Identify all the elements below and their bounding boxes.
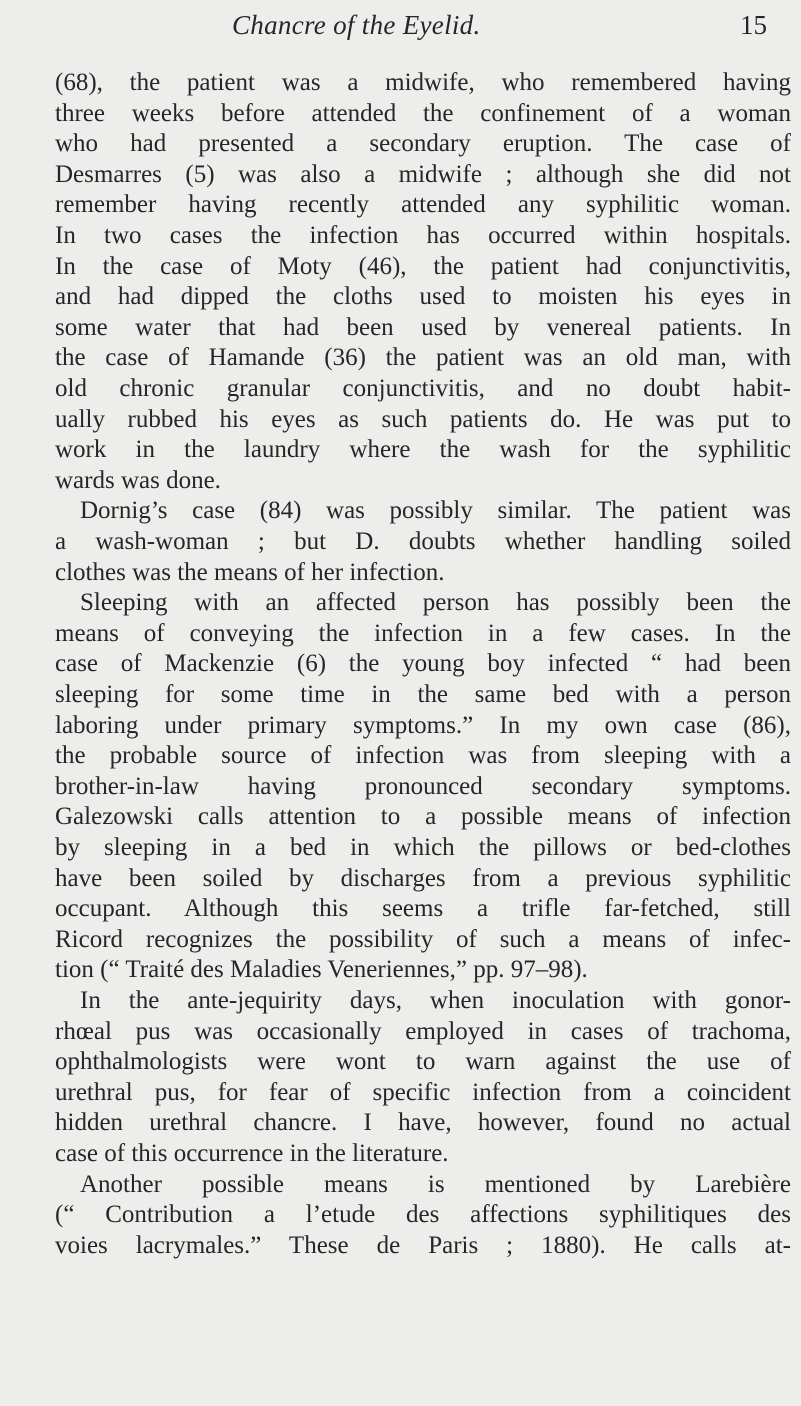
text-line: (68), the patient was a midwife, who remembered having: [55, 69, 791, 96]
text-line: Another possible means is mentioned by Larebière: [80, 1170, 791, 1198]
text-line: case of this occurrence in the literature.: [55, 1140, 449, 1167]
text-line: means of conveying the infection in a few cases. In the: [55, 619, 791, 647]
text-line: the probable source of infection was from sleeping with a: [55, 742, 791, 770]
text-line: Ricord recognizes the possibility of such a means of infec-: [55, 925, 791, 953]
text-line: ually rubbed his eyes as such patients do. He was put to: [55, 405, 791, 433]
text-line: In two cases the infection has occurred within hospitals.: [55, 222, 791, 249]
text-line: In the case of Moty (46), the patient had conjunctivitis,: [55, 252, 791, 280]
text-line: Galezowski calls attention to a possible means of infection: [55, 803, 791, 831]
text-line: tion (“ Traité des Maladies Veneriennes,” pp. 97–98).: [55, 956, 588, 984]
text-line: laboring under primary symptoms.” In my own case (86),: [55, 711, 791, 739]
text-line: the case of Hamande (36) the patient was an old man, with: [55, 344, 791, 372]
running-title: Chancre of the Eyelid.: [232, 10, 481, 40]
text-line: (“ Contribution a l’etude des affections syphilitiques des: [55, 1201, 791, 1229]
text-line: remember having recently attended any syphilitic woman.: [55, 191, 791, 219]
text-line: have been soiled by discharges from a previous syphilitic: [55, 864, 791, 892]
page-number: 15: [740, 10, 767, 40]
text-line: and had dipped the cloths used to moisten his eyes in: [55, 283, 791, 311]
text-line: old chronic granular conjunctivitis, and no doubt habit-: [55, 375, 791, 402]
text-line: clothes was the means of her infection.: [55, 558, 445, 586]
text-line: rhœal pus was occasionally employed in cases of trachoma,: [55, 1017, 791, 1045]
text-line: by sleeping in a bed in which the pillows or bed-clothes: [55, 834, 791, 861]
text-line: three weeks before attended the confinement of a woman: [55, 99, 791, 127]
text-line: Sleeping with an affected person has possibly been the: [80, 589, 791, 617]
text-line: urethral pus, for fear of specific infection from a coincident: [55, 1078, 791, 1106]
text-line: hidden urethral chancre. I have, however, found no actual: [55, 1109, 791, 1137]
text-line: who had presented a secondary eruption. The case of: [55, 130, 791, 158]
text-line: a wash-woman ; but D. doubts whether handling soiled: [55, 528, 791, 555]
text-line: Desmarres (5) was also a midwife ; although she did not: [55, 160, 791, 188]
text-line: brother-in-law having pronounced secondary symptoms.: [55, 772, 791, 800]
text-line: In the ante-jequirity days, when inoculation with gonor-: [80, 987, 791, 1014]
text-line: some water that had been used by venereal patients. In: [55, 313, 791, 341]
text-line: wards was done.: [55, 466, 221, 494]
text-line: work in the laundry where the wash for the syphilitic: [55, 436, 791, 464]
page-header: [0, 10, 801, 50]
text-line: case of Mackenzie (6) the young boy infected “ had been: [55, 650, 791, 678]
text-line: ophthalmologists were wont to warn against the use of: [55, 1048, 791, 1076]
text-line: occupant. Although this seems a trifle far-fetched, still: [55, 895, 791, 923]
text-line: Dornig’s case (84) was possibly similar. The patient was: [80, 497, 791, 525]
text-line: sleeping for some time in the same bed with a person: [55, 681, 791, 708]
text-line: voies lacrymales.” These de Paris ; 1880). He calls at-: [55, 1231, 791, 1259]
